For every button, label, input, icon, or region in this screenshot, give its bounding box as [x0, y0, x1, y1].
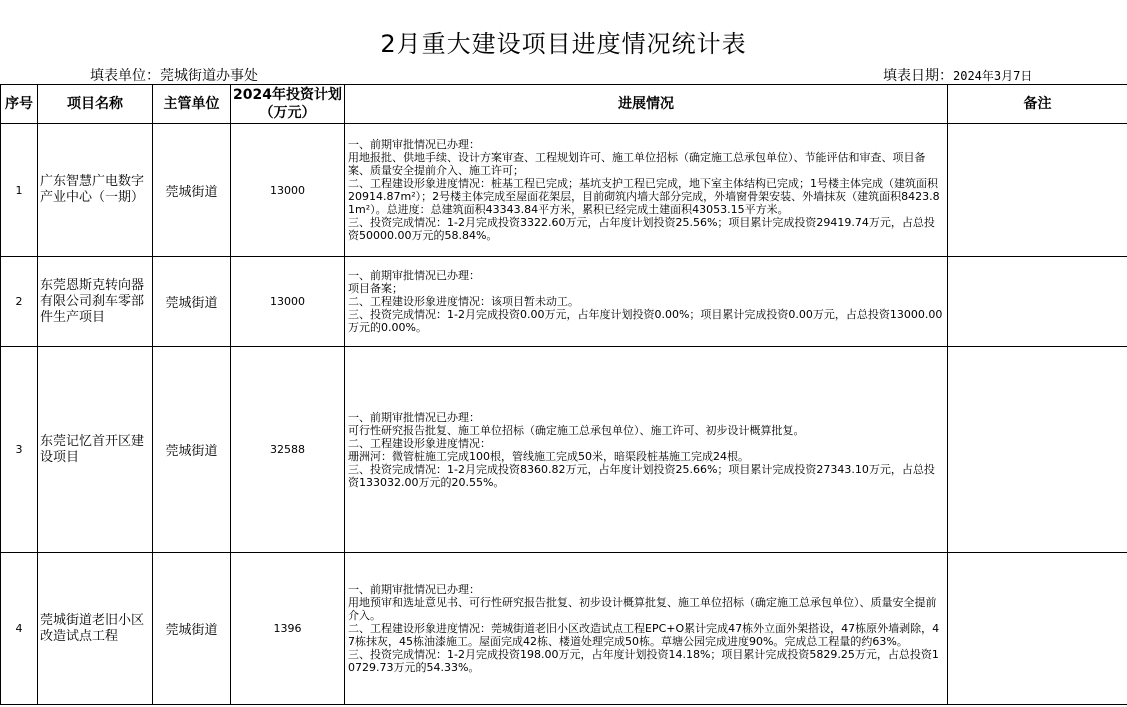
fill-date-label: 填表日期： [883, 68, 953, 84]
row-seq: 4 [1, 553, 38, 705]
fill-date-block [883, 65, 1032, 85]
row-remark [948, 257, 1127, 347]
row-investment: 13000 [231, 257, 345, 347]
progress-line: 用地报批、供地手续、设计方案审查、工程规划许可、施工单位招标（确定施工总承包单位）、节能评估和审查、项目备案、质量安全提前介入、施工许可； [348, 151, 926, 177]
row-progress [345, 124, 948, 257]
progress-line: 三、投资完成情况：1-2月完成投资0.00万元，占年度计划投资0.00%；项目累计完成投资0.00万元，占总投资13000.00万元的0.00%。 [348, 308, 943, 334]
progress-line: 用地预审和选址意见书、可行性研究报告批复、初步设计概算批复、施工单位招标（确定施工总承包单位）、质量安全提前介入。 [348, 596, 937, 622]
row-seq: 2 [1, 257, 38, 347]
col-seq-header: 序号 [1, 85, 38, 124]
row-progress [345, 347, 948, 553]
row-unit: 莞城街道 [153, 347, 231, 553]
progress-line: 一、前期审批情况已办理： [348, 138, 480, 151]
progress-line: 一、前期审批情况已办理： [348, 269, 480, 282]
col-investment-header: 2024年投资计划（万元） [231, 85, 345, 124]
row-investment: 1396 [231, 553, 345, 705]
progress-line: 二、工程建设形象进度情况：莞城街道老旧小区改造试点工程EPC+O累计完成47栋外立面外架搭设，47栋原外墙剥除，47栋抹灰，45栋油漆施工。屋面完成42栋、楼道处理完成50栋。草塘公园完成进度90%。完成总工程量的约63%。 [348, 622, 940, 648]
row-seq: 3 [1, 347, 38, 553]
row-project-name: 东莞记忆首开区建设项目 [38, 347, 153, 553]
row-remark [948, 347, 1127, 553]
progress-line: 一、前期审批情况已办理： [348, 410, 480, 424]
progress-line: 珊洲河：微管桩施工完成100根，管线施工完成50米，暗渠段桩基施工完成24根。 [348, 449, 749, 463]
row-unit: 莞城街道 [153, 124, 231, 257]
fill-unit: 填表单位：莞城街道办事处 [90, 68, 258, 84]
row-seq: 1 [1, 124, 38, 257]
row-remark [948, 553, 1127, 705]
row-unit: 莞城街道 [153, 257, 231, 347]
progress-line: 三、投资完成情况：1-2月完成投资198.00万元，占年度计划投资14.18%；项目累计完成投资5829.25万元，占总投资10729.73万元的54.33%。 [348, 648, 939, 674]
col-name-header: 项目名称 [38, 85, 153, 124]
col-progress-header: 进展情况 [345, 85, 948, 124]
row-remark [948, 124, 1127, 257]
progress-line: 项目备案； [348, 282, 403, 295]
progress-line: 一、前期审批情况已办理： [348, 583, 480, 596]
page-title: 2月重大建设项目进度情况统计表 [380, 30, 747, 58]
project-table [0, 84, 1127, 705]
col-unit-header: 主管单位 [153, 85, 231, 124]
progress-line: 二、工程建设形象进度情况：该项目暂未动工。 [348, 295, 579, 308]
row-progress [345, 553, 948, 705]
row-project-name: 东莞恩斯克转向器有限公司刹车零部件生产项目 [38, 257, 153, 347]
table-row [1, 124, 1127, 257]
table-row [1, 553, 1127, 705]
row-project-name: 莞城街道老旧小区改造试点工程 [38, 553, 153, 705]
progress-line: 二、工程建设形象进度情况：桩基工程已完成；基坑支护工程已完成，地下室主体结构已完成；1号楼主体完成（建筑面积20914.87m²）；2号楼主体完成至屋面花架层，目前砌筑内墙大部分完成，外墙窗骨架安装、外墙抹灰（建筑面积8423.81m²）。总进度：总建筑面积43343.84平方米，累积已经完成土建面积43053.15平方米。 [348, 177, 940, 216]
table-row [1, 347, 1127, 553]
header-row [1, 85, 1127, 124]
row-unit: 莞城街道 [153, 553, 231, 705]
col-remark-header: 备注 [948, 85, 1127, 124]
row-progress [345, 257, 948, 347]
table-row [1, 257, 1127, 347]
row-investment: 32588 [231, 347, 345, 553]
fill-date: 2024年3月7日 [953, 69, 1033, 83]
progress-line: 可行性研究报告批复、施工单位招标（确定施工总承包单位）、施工许可、初步设计概算批复。 [348, 423, 805, 437]
progress-line: 二、工程建设形象进度情况： [348, 436, 491, 450]
row-investment: 13000 [231, 124, 345, 257]
progress-line: 三、投资完成情况：1-2月完成投资8360.82万元，占年度计划投资25.66%；项目累计完成投资27343.10万元，占总投资133032.00万元的20.55%。 [348, 462, 935, 489]
progress-line: 三、投资完成情况：1-2月完成投资3322.60万元，占年度计划投资25.56%；项目累计完成投资29419.74万元，占总投资50000.00万元的58.84%。 [348, 216, 935, 242]
row-project-name: 广东智慧广电数字产业中心（一期） [38, 124, 153, 257]
